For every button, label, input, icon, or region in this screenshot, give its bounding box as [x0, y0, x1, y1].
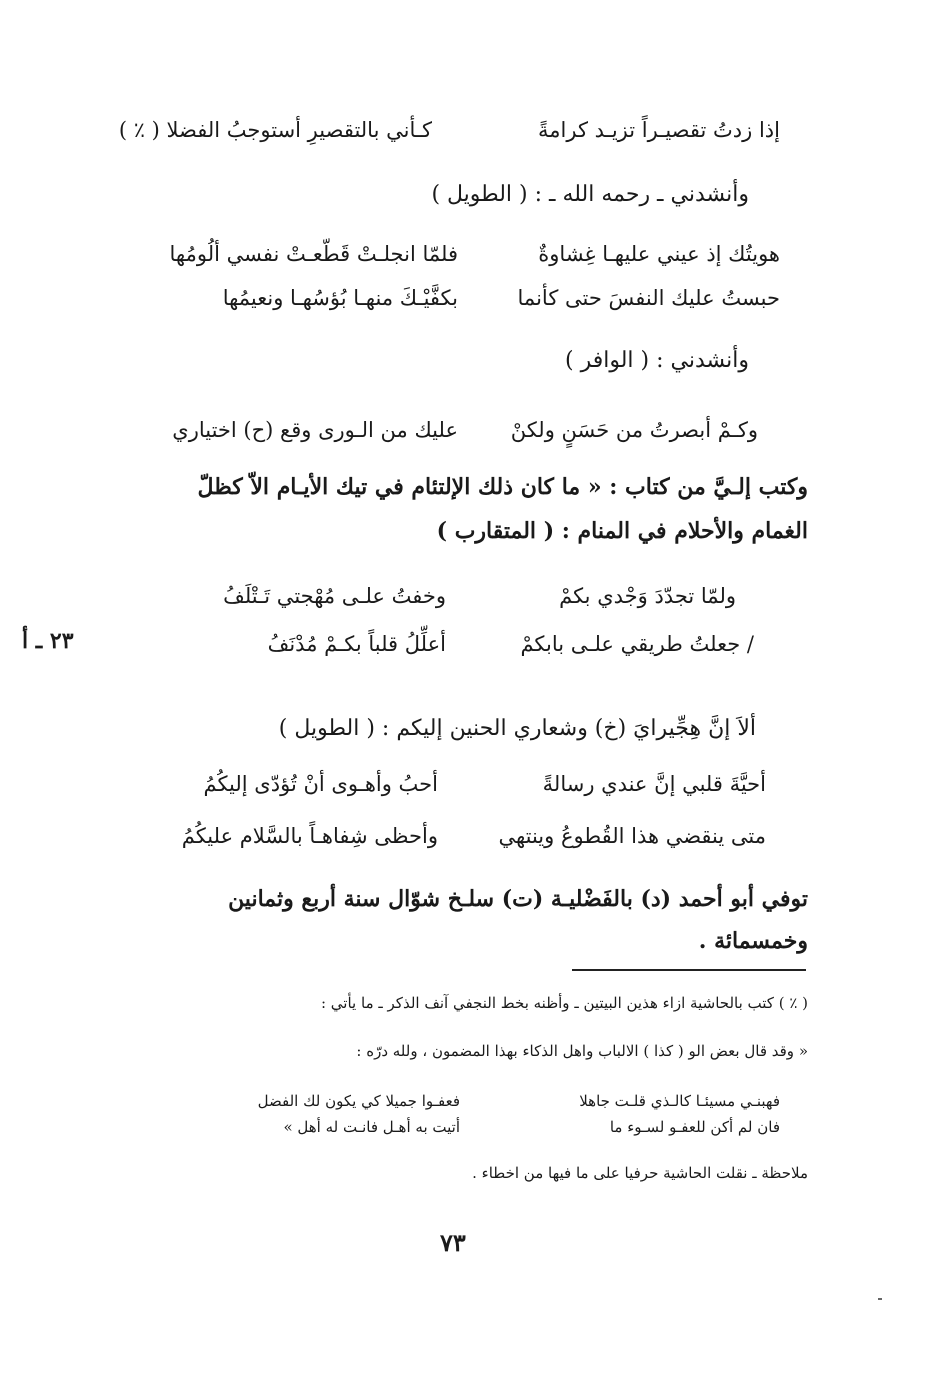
verse-5b-second: وأحظى شِفاهـاً بالسَّلام عليكُمُ — [181, 824, 438, 848]
verse-2a-second: فلمّا انجلـتْ قَطّعـتْ نفسي ألُومُها — [169, 242, 458, 266]
prose-death-line-2: وخمسمائة . — [698, 928, 808, 954]
verse-5b-first: متى ينقضي هذا القُطوعُ وينتهي — [498, 824, 766, 848]
verse-1-second-hemistich: كـأني بالتقصيرِ أستوجبُ الفضلا ( ٪ ) — [118, 118, 432, 142]
prose-letter-line-2: الغمام والأحلام في المنام : ( المتقارب ) — [436, 518, 808, 544]
verse-4b-first: / جعلتُ طريقي علـى بابكمْ — [520, 632, 754, 656]
verse-2b-second: بكفَّيْـكَ منهـا بُؤسُهـا ونعيمُها — [222, 286, 458, 310]
verse-2a-first: هويتُك إذ عيني عليهـا غِشاوةٌ — [538, 242, 780, 266]
verse-5a-first: أحيَّةَ قلبي إنَّ عندي رسالةً — [542, 772, 766, 796]
verse-4b-second: أعلِّلُ قلباً بكـمْ مُدْنَفُ — [267, 632, 446, 656]
verse-3-second: عليك من الـورى وقع (ح) اختياري — [172, 418, 458, 442]
heading-recited-tawil: وأنشدني ـ رحمه الله ـ : ( الطويل ) — [431, 182, 749, 207]
footnote-verse-a-first: فهبنـي مسيئـا كالـذي قلـت جاهلا — [579, 1092, 780, 1110]
footnote-verse-b-first: فان لم أكن للعفـو لسـوء ما — [609, 1118, 780, 1136]
footnote-verse-a-second: فعفـوا جميلا كي يكون لك الفضل — [257, 1092, 460, 1110]
verse-5a-second: أحبُ وأهـوى أنْ تُؤدّى إليكُمُ — [203, 772, 438, 796]
verse-4a-second: وخفتُ علـى مُهْجتي تَـتْلَفُ — [223, 584, 446, 608]
margin-folio-note: ٢٣ ـ أ — [22, 628, 74, 654]
footnote-remark: ملاحظة ـ نقلت الحاشية حرفيا على ما فيها من اخطاء . — [472, 1164, 808, 1182]
footnote-line-1: ( ٪ ) كتب بالحاشية ازاء هذين البيتين ـ وأظنه بخط النجفي آنف الذكر ـ ما يأتي : — [320, 994, 808, 1012]
verse-1-first-hemistich: إذا زدتُ تقصيـراً تزيـد كرامةً — [538, 118, 780, 142]
prose-death-line-1: توفي أبو أحمد (د) بالفَضْليـة (ت) سلـخ شوّال سنة أربع وثمانين — [228, 886, 808, 912]
scan-speck — [878, 1298, 882, 1300]
heading-hijjiray-tawil: ألاَ إنَّ هِجِّيرايَ (خ) وشعاري الحنين إليكم : ( الطويل ) — [278, 716, 756, 741]
footnote-separator — [572, 969, 806, 971]
verse-4a-first: ولمّا تجدّدَ وَجْدي بكمْ — [559, 584, 736, 608]
heading-recited-wafir: وأنشدني : ( الوافر ) — [565, 348, 749, 373]
footnote-verse-b-second: أتيت به أهـل فانـت له أهل » — [283, 1118, 460, 1136]
footnote-line-2: « وقد قال بعض الو ( كذا ) الالباب واهل الذكاء بهذا المضمون ، ولله درّه : — [356, 1042, 808, 1060]
verse-3-first: وكـمْ أبصرتُ من حَسَنٍ ولكنْ — [510, 418, 758, 442]
prose-letter-line-1: وكتب إلـيَّ من كتاب : « ما كان ذلك الإلتئام في تيك الأيـام الاّ كظلّ — [197, 474, 808, 500]
verse-2b-first: حبستُ عليك النفسَ حتى كأنما — [517, 286, 780, 310]
page-number: ٧٣ — [440, 1228, 466, 1257]
